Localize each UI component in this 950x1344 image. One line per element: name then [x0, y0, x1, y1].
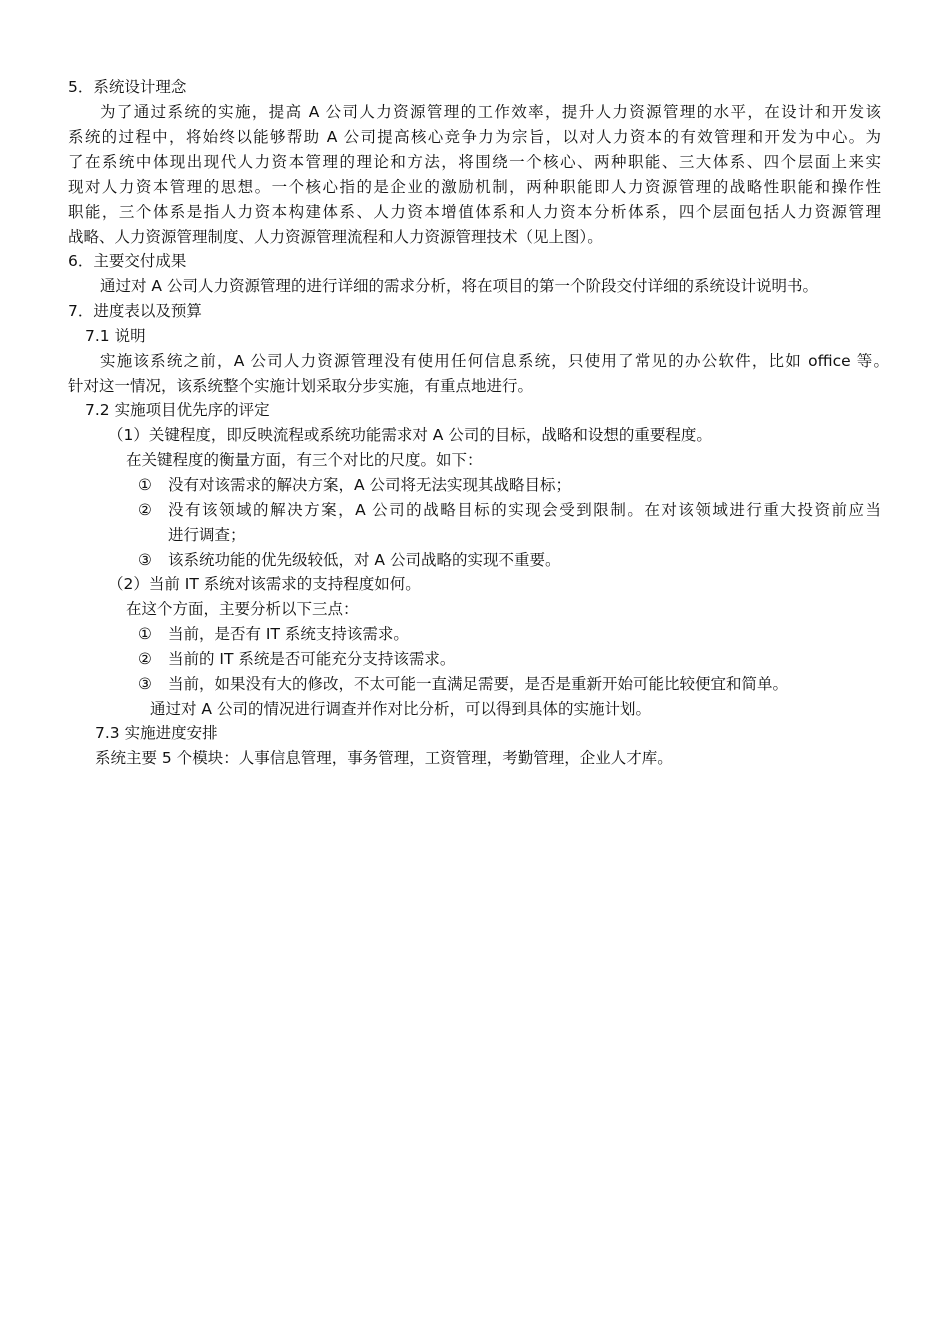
section-5-para-line-2: 系统的过程中，将始终以能够帮助 A 公司提高核心竞争力为宗旨，以对人力资本的有效管理和开发为中心。为 [68, 128, 881, 146]
section-5-para-line-1: 为了通过系统的实施，提高 A 公司人力资源管理的工作效率，提升人力资源管理的水平，在设计和开发该 [100, 103, 881, 121]
section-7-heading: 7．进度表以及预算 [68, 302, 202, 320]
section-7-1-heading: 7.1 说明 [85, 327, 146, 345]
criterion-1-title: （1）关键程度，即反映流程或系统功能需求对 A 公司的目标，战略和设想的重要程度。 [108, 426, 712, 444]
criterion-1-item-3-number: ③ [138, 551, 152, 569]
criterion-2-item-2-text: 当前的 IT 系统是否可能充分支持该需求。 [168, 650, 456, 668]
criterion-2-intro: 在这个方面，主要分析以下三点： [126, 600, 359, 618]
criterion-2-item-3-number: ③ [138, 675, 152, 693]
section-5-para-line-4: 现对人力资本管理的思想。一个核心指的是企业的激励机制，两种职能即人力资源管理的战略性职能和操作性 [68, 178, 881, 196]
section-7-3-heading: 7.3 实施进度安排 [95, 724, 218, 742]
section-6-heading: 6．主要交付成果 [68, 252, 187, 270]
criterion-2-item-3-text: 当前，如果没有大的修改，不太可能一直满足需要，是否是重新开始可能比较便宜和简单。 [168, 675, 789, 693]
criterion-2-item-1-text: 当前，是否有 IT 系统支持该需求。 [168, 625, 409, 643]
criterion-1-item-2-text: 没有该领域的解决方案，A 公司的战略目标的实现会受到限制。在对该领域进行重大投资前应当 [168, 501, 881, 519]
criterion-1-item-1-text: 没有对该需求的解决方案，A 公司将无法实现其战略目标； [168, 476, 572, 494]
criterion-2-item-1-number: ① [138, 625, 152, 643]
criterion-1-item-2-continuation: 进行调查； [168, 526, 246, 544]
criterion-1-intro: 在关键程度的衡量方面，有三个对比的尺度。如下： [126, 451, 483, 469]
section-5-heading: 5．系统设计理念 [68, 78, 187, 96]
section-7-3-para: 系统主要 5 个模块：人事信息管理，事务管理，工资管理，考勤管理，企业人才库。 [95, 749, 673, 767]
criterion-1-item-1-number: ① [138, 476, 152, 494]
criterion-2-item-2-number: ② [138, 650, 152, 668]
criterion-2-title: （2）当前 IT 系统对该需求的支持程度如何。 [108, 575, 421, 593]
section-5-para-line-3: 了在系统中体现出现代人力资本管理的理论和方法，将围绕一个核心、两种职能、三大体系、四个层面上来实 [68, 153, 881, 171]
section-5-para-line-5: 职能，三个体系是指人力资本构建体系、人力资本增值体系和人力资本分析体系，四个层面包括人力资源管理 [68, 203, 881, 221]
section-7-2-heading: 7.2 实施项目优先序的评定 [85, 401, 270, 419]
section-6-para: 通过对 A 公司人力资源管理的进行详细的需求分析，将在项目的第一个阶段交付详细的系统设计说明书。 [100, 277, 818, 295]
section-5-para-line-6: 战略、人力资源管理制度、人力资源管理流程和人力资源管理技术（见上图）。 [68, 228, 603, 246]
criterion-1-item-2-number: ② [138, 501, 152, 519]
criterion-1-item-3-text: 该系统功能的优先级较低，对 A 公司战略的实现不重要。 [168, 551, 561, 569]
criterion-2-conclusion: 通过对 A 公司的情况进行调查并作对比分析，可以得到具体的实施计划。 [150, 700, 651, 718]
section-7-1-para-line-2: 针对这一情况，该系统整个实施计划采取分步实施，有重点地进行。 [68, 377, 534, 395]
section-7-1-para-line-1: 实施该系统之前，A 公司人力资源管理没有使用任何信息系统，只使用了常见的办公软件，比如 office 等。 [100, 352, 889, 370]
